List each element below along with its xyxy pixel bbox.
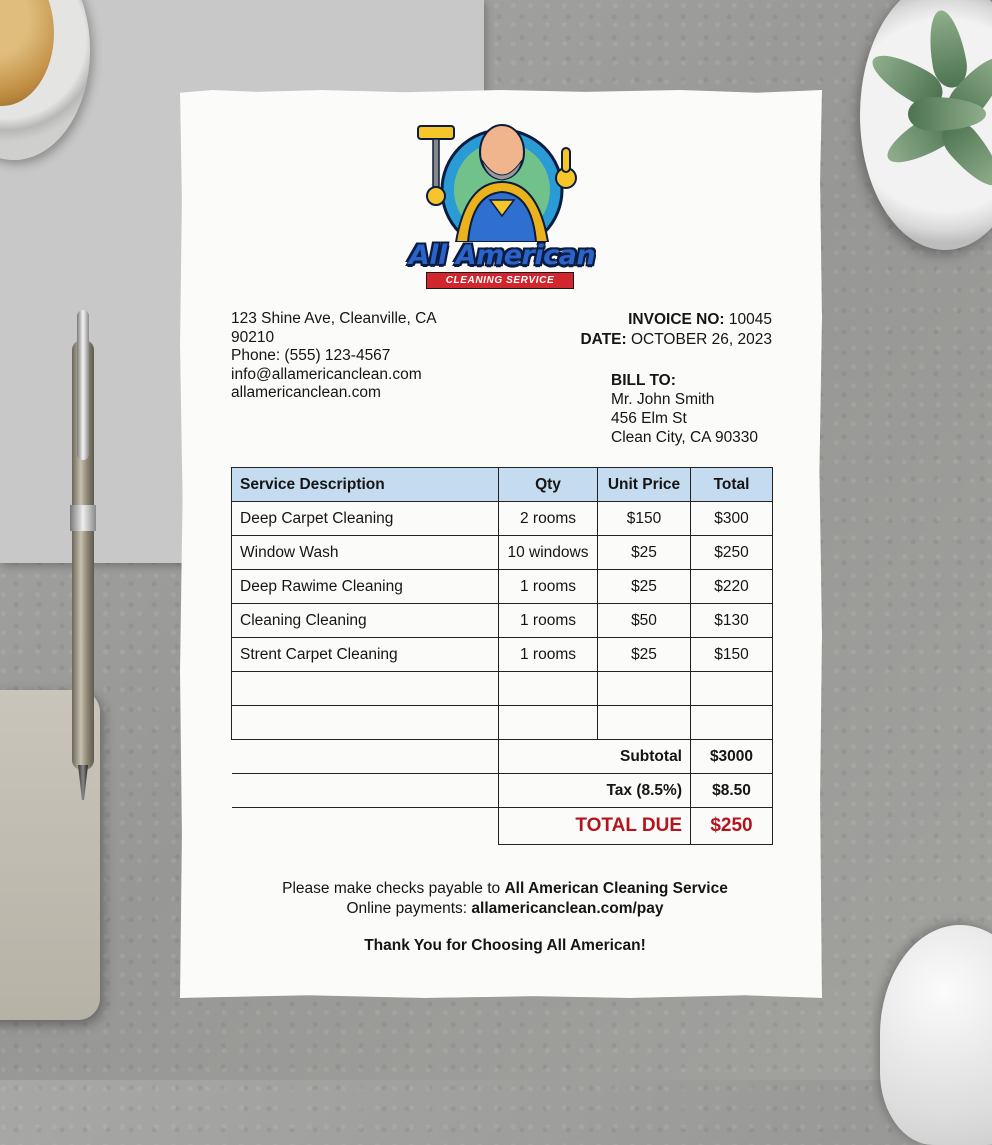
service-unit-price: $25 [598,536,691,570]
service-unit-price: $25 [598,570,691,604]
company-address-line2: 90210 [231,328,275,346]
company-email: info@allamericanclean.com [231,365,422,383]
service-total: $250 [691,536,773,570]
subtotal-value: $3000 [691,740,773,774]
service-total: $220 [691,570,773,604]
service-description: Window Wash [232,536,499,570]
service-qty [499,706,598,740]
spacer-cell [232,774,499,808]
pen-clip [77,310,89,460]
table-header-row [232,468,773,502]
table-row [232,570,773,604]
invoice-meta [580,310,772,350]
company-info [231,310,471,403]
service-unit-price [598,706,691,740]
service-description [232,672,499,706]
total-due-value: $250 [691,808,773,845]
subtotal-row [232,740,773,774]
service-qty: 1 rooms [499,604,598,638]
service-total [691,672,773,706]
service-qty: 10 windows [499,536,598,570]
tax-value: $8.50 [691,774,773,808]
column-header: Service Description [232,468,499,502]
computer-mouse [880,925,992,1145]
tax-row [232,774,773,808]
online-payment-line [180,899,830,919]
column-header: Qty [499,468,598,502]
service-unit-price: $150 [598,502,691,536]
service-unit-price [598,672,691,706]
service-description: Strent Carpet Cleaning [232,638,499,672]
service-description: Cleaning Cleaning [232,604,499,638]
service-qty: 2 rooms [499,502,598,536]
bill-to-label: BILL TO: [611,372,676,389]
services-table [231,467,773,845]
service-unit-price: $25 [598,638,691,672]
column-header: Unit Price [598,468,691,502]
table-row [232,604,773,638]
pen-ring [70,505,96,531]
succulent-plant [860,0,992,250]
service-description: Deep Rawime Cleaning [232,570,499,604]
service-description: Deep Carpet Cleaning [232,502,499,536]
checks-prefix: Please make checks payable to [282,880,505,897]
invoice-number-row [580,310,772,330]
service-total [691,706,773,740]
service-qty [499,672,598,706]
bill-to-name: Mr. John Smith [611,391,715,408]
table-row [232,536,773,570]
logo-wordmark: All American [408,240,596,271]
tax-label: Tax (8.5%) [499,774,691,808]
company-website: allamericanclean.com [231,384,381,401]
bill-to-street: 456 Elm St [611,410,687,427]
invoice-number-label: INVOICE NO: [628,311,725,328]
company-logo [396,112,608,290]
service-total: $150 [691,638,773,672]
invoice-date: OCTOBER 26, 2023 [630,331,772,348]
thank-you-note: Thank You for Choosing All American! [364,937,646,954]
service-unit-price: $50 [598,604,691,638]
table-row [232,502,773,536]
invoice-date-row [580,330,772,350]
total-due-row [232,808,773,845]
invoice-number: 10045 [728,311,772,328]
checks-payee: All American Cleaning Service [504,880,728,897]
table-row [232,638,773,672]
online-prefix: Online payments: [346,900,472,917]
table-row-empty [232,706,773,740]
logo-subtitle: CLEANING SERVICE [426,272,574,289]
company-address-line1: 123 Shine Ave, Cleanville, CA [231,310,437,327]
service-qty: 1 rooms [499,638,598,672]
spacer-cell [232,740,499,774]
service-total: $300 [691,502,773,536]
pen [66,310,100,790]
total-due-label: TOTAL DUE [499,808,691,845]
bill-to-city: Clean City, CA 90330 [611,429,759,446]
table-row-empty [232,672,773,706]
service-qty: 1 rooms [499,570,598,604]
subtotal-label: Subtotal [499,740,691,774]
payment-instructions [180,879,830,919]
service-total: $130 [691,604,773,638]
company-phone: Phone: (555) 123-4567 [231,347,391,364]
service-description [232,706,499,740]
spacer-cell [232,808,499,845]
mascot-illustration [396,112,608,242]
bill-to [611,371,758,447]
invoice-date-label: DATE: [580,331,627,348]
column-header: Total [691,468,773,502]
checks-line [180,879,830,899]
online-payment-url: allamericanclean.com/pay [471,900,664,917]
